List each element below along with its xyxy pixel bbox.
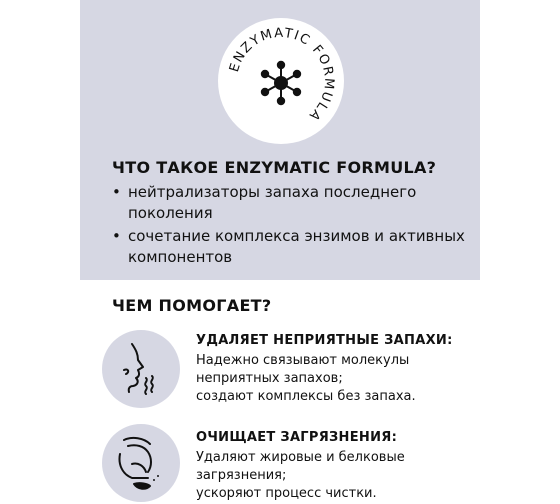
benefit-title: ОЧИЩАЕТ ЗАГРЯЗНЕНИЯ: — [196, 430, 398, 445]
list-item: • нейтрализаторы запаха последнего поколения — [112, 182, 472, 224]
hand-cleaning-icon — [102, 424, 180, 502]
benefit-title: УДАЛЯЕТ НЕПРИЯТНЫЕ ЗАПАХИ: — [196, 333, 453, 348]
benefit-line: Надежно связывают молекулы — [196, 353, 410, 368]
benefit-line: создают комплексы без запаха. — [196, 389, 416, 404]
section-title-what-is: ЧТО ТАКОЕ ENZYMATIC FORMULA? — [112, 158, 437, 177]
benefit-stain-cleaning — [196, 430, 476, 503]
list-item: • сочетание комплекса энзимов и активных компонентов — [112, 226, 472, 268]
feature-list — [112, 182, 472, 270]
benefit-description — [196, 352, 476, 406]
badge-text: ENZYMATIC FORMULA — [226, 25, 337, 125]
enzymatic-formula-badge — [218, 18, 344, 144]
molecule-icon — [262, 62, 300, 104]
benefit-line: Удаляют жировые и белковые — [196, 450, 405, 465]
benefit-line: неприятных запахов; — [196, 371, 343, 386]
benefit-line: ускоряют процесс чистки. — [196, 486, 377, 501]
benefit-description — [196, 449, 476, 503]
section-title-how-it-helps: ЧЕМ ПОМОГАЕТ? — [112, 296, 272, 315]
benefit-odor-removal — [196, 333, 476, 406]
benefit-line: загрязнения; — [196, 468, 287, 483]
face-smell-icon — [102, 330, 180, 408]
